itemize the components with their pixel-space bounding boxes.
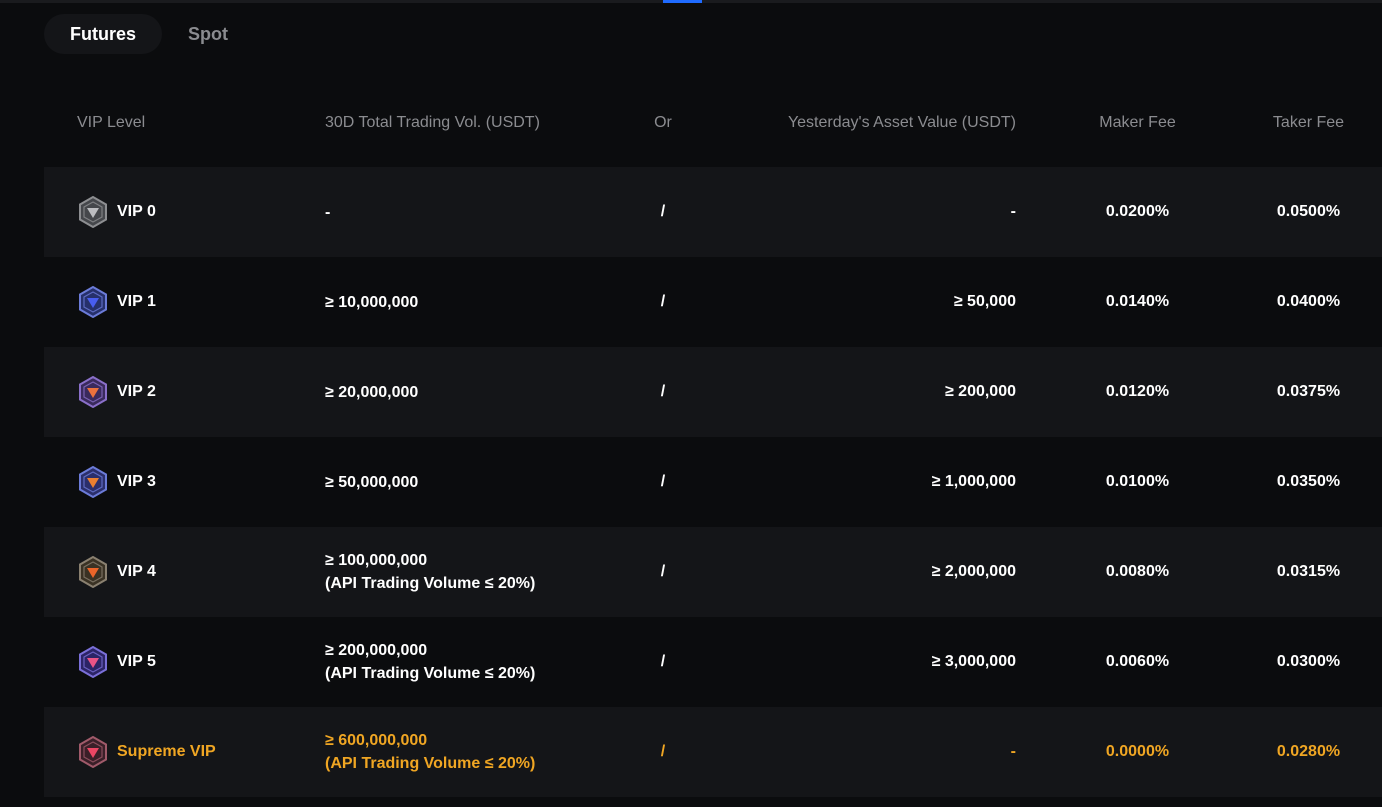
trading-volume-value: ≥ 50,000,000 xyxy=(325,473,419,491)
table-row xyxy=(44,707,1382,797)
cell-maker-fee: 0.0100% xyxy=(1105,473,1170,490)
cell-or: / xyxy=(660,473,666,490)
api-volume-note: (API Trading Volume ≤ 20%) xyxy=(325,665,536,682)
vip-level-label: VIP 3 xyxy=(117,473,156,490)
tab-futures[interactable]: Futures xyxy=(44,14,162,54)
vip5-badge-icon xyxy=(77,646,109,678)
vip3-badge-icon xyxy=(77,466,109,498)
api-volume-note: (API Trading Volume ≤ 20%) xyxy=(325,575,536,592)
table-row xyxy=(44,257,1382,347)
trading-volume-value: - xyxy=(325,203,331,221)
vip1-badge-icon xyxy=(77,286,109,318)
cell-asset-value: ≥ 50,000 xyxy=(953,293,1016,310)
vip-level-label: VIP 0 xyxy=(117,203,156,220)
trading-volume-value: ≥ 20,000,000 xyxy=(325,383,419,401)
cell-or: / xyxy=(660,743,666,760)
table-header xyxy=(44,78,1382,167)
header-taker-fee: Taker Fee xyxy=(1272,113,1345,131)
cell-asset-value: ≥ 1,000,000 xyxy=(931,473,1016,490)
cell-or: / xyxy=(660,653,666,670)
cell-maker-fee: 0.0120% xyxy=(1105,383,1170,400)
table-row xyxy=(44,527,1382,617)
table-row xyxy=(44,617,1382,707)
vip-level-label: VIP 5 xyxy=(117,653,156,670)
cell-taker-fee: 0.0315% xyxy=(1276,563,1341,580)
header-trading-volume: 30D Total Trading Vol. (USDT) xyxy=(325,113,540,131)
cell-maker-fee: 0.0200% xyxy=(1105,203,1170,220)
table-row xyxy=(44,347,1382,437)
header-or: Or xyxy=(654,113,672,131)
cell-or: / xyxy=(660,383,666,400)
cell-trading-volume xyxy=(325,257,418,347)
cell-taker-fee: 0.0350% xyxy=(1276,473,1341,490)
cell-vip-level xyxy=(77,617,156,707)
cell-trading-volume xyxy=(325,437,418,527)
cell-asset-value: ≥ 3,000,000 xyxy=(931,653,1016,670)
cell-or: / xyxy=(660,203,666,220)
vip-level xyxy=(77,556,156,588)
trading-volume-value: ≥ 100,000,000 xyxy=(325,552,428,569)
table-row xyxy=(44,437,1382,527)
cell-trading-volume xyxy=(325,167,330,257)
vip-level-label: Supreme VIP xyxy=(117,743,216,760)
vip-level xyxy=(77,646,156,678)
trading-volume-value: ≥ 600,000,000 xyxy=(325,732,428,749)
vip-level xyxy=(77,286,156,318)
active-nav-indicator xyxy=(663,0,702,3)
api-volume-note: (API Trading Volume ≤ 20%) xyxy=(325,755,536,772)
supreme-vip-badge-icon xyxy=(77,736,109,768)
tab-spot[interactable]: Spot xyxy=(188,24,229,44)
cell-trading-volume xyxy=(325,617,535,707)
cell-maker-fee: 0.0060% xyxy=(1105,653,1170,670)
cell-vip-level xyxy=(77,527,156,617)
vip-level-label: VIP 4 xyxy=(117,563,156,580)
vip-level-label: VIP 1 xyxy=(117,293,156,310)
vip-level xyxy=(77,736,216,768)
trading-volume-value: ≥ 200,000,000 xyxy=(325,642,428,659)
cell-asset-value: ≥ 2,000,000 xyxy=(931,563,1016,580)
cell-vip-level xyxy=(77,167,156,257)
cell-taker-fee: 0.0300% xyxy=(1276,653,1341,670)
cell-vip-level xyxy=(77,437,156,527)
table-row xyxy=(44,167,1382,257)
cell-asset-value: - xyxy=(1010,203,1016,220)
vip2-badge-icon xyxy=(77,376,109,408)
cell-vip-level xyxy=(77,347,156,437)
cell-trading-volume xyxy=(325,347,418,437)
cell-asset-value: - xyxy=(1010,743,1016,760)
cell-or: / xyxy=(660,563,666,580)
header-maker-fee: Maker Fee xyxy=(1099,113,1176,131)
cell-taker-fee: 0.0375% xyxy=(1276,383,1341,400)
cell-maker-fee: 0.0140% xyxy=(1105,293,1170,310)
cell-taker-fee: 0.0280% xyxy=(1276,743,1341,760)
cell-maker-fee: 0.0000% xyxy=(1105,743,1170,760)
cell-asset-value: ≥ 200,000 xyxy=(944,383,1016,400)
cell-trading-volume xyxy=(325,527,535,617)
vip0-badge-icon xyxy=(77,196,109,228)
table-body xyxy=(44,167,1382,797)
vip4-badge-icon xyxy=(77,556,109,588)
header-vip-level: VIP Level xyxy=(77,113,146,131)
vip-fee-table xyxy=(44,78,1382,797)
vip-level xyxy=(77,196,156,228)
trading-volume-value: ≥ 10,000,000 xyxy=(325,293,419,311)
vip-level xyxy=(77,466,156,498)
header-asset-value: Yesterday's Asset Value (USDT) xyxy=(787,113,1016,131)
cell-vip-level xyxy=(77,707,216,797)
cell-taker-fee: 0.0400% xyxy=(1276,293,1341,310)
cell-vip-level xyxy=(77,257,156,347)
vip-level-label: VIP 2 xyxy=(117,383,156,400)
vip-level xyxy=(77,376,156,408)
market-tabs xyxy=(44,14,254,54)
cell-trading-volume xyxy=(325,707,535,797)
cell-maker-fee: 0.0080% xyxy=(1105,563,1170,580)
cell-or: / xyxy=(660,293,666,310)
cell-taker-fee: 0.0500% xyxy=(1276,203,1341,220)
